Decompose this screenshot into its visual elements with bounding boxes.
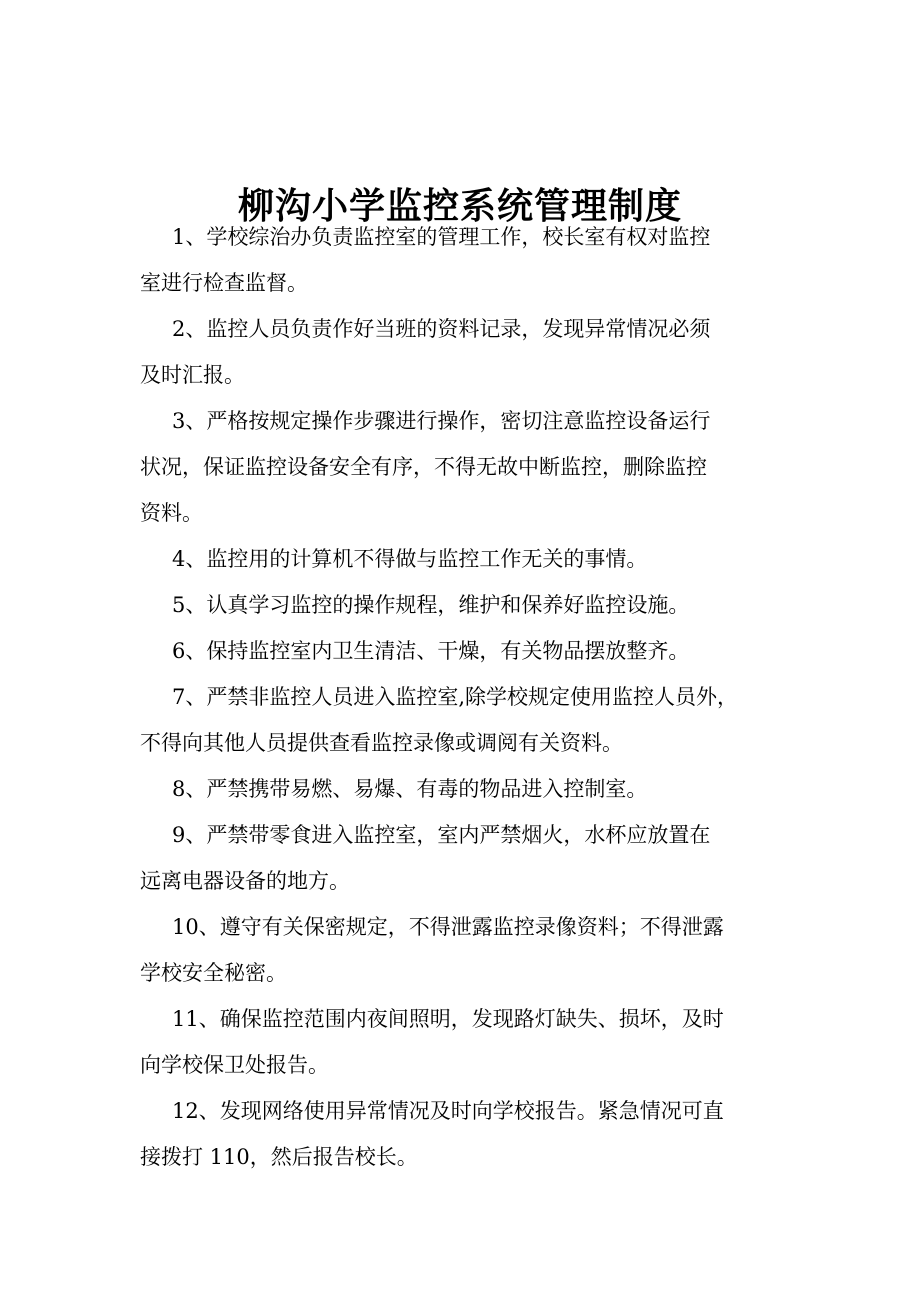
rule-line: 状况，保证监控设备安全有序，不得无故中断监控，删除监控 xyxy=(140,455,707,479)
rules-list xyxy=(140,214,800,1180)
rule-line: 及时汇报。 xyxy=(140,363,245,387)
rule-6 xyxy=(140,628,800,674)
rule-line: 12、发现网络使用异常情况及时向学校报告。紧急情况可直 xyxy=(172,1099,724,1123)
rule-5 xyxy=(140,582,800,628)
rule-11 xyxy=(140,996,800,1088)
rule-7 xyxy=(140,674,800,766)
rule-line: 远离电器设备的地方。 xyxy=(140,869,350,893)
rule-2 xyxy=(140,306,800,398)
rule-line: 接拨打 110，然后报告校长。 xyxy=(140,1145,418,1169)
rule-line: 10、遵守有关保密规定，不得泄露监控录像资料；不得泄露 xyxy=(172,915,724,939)
rule-12 xyxy=(140,1088,800,1180)
rule-line: 学校安全秘密。 xyxy=(140,961,287,985)
rule-line: 资料。 xyxy=(140,501,203,525)
rule-3 xyxy=(140,398,800,536)
rule-8 xyxy=(140,766,800,812)
rule-line: 4、监控用的计算机不得做与监控工作无关的事情。 xyxy=(172,547,648,571)
rule-line: 不得向其他人员提供查看监控录像或调阅有关资料。 xyxy=(140,731,623,755)
rule-line: 向学校保卫处报告。 xyxy=(140,1053,329,1077)
rule-4 xyxy=(140,536,800,582)
rule-line: 8、严禁携带易燃、易爆、有毒的物品进入控制室。 xyxy=(172,777,648,801)
rule-line: 9、严禁带零食进入监控室，室内严禁烟火，水杯应放置在 xyxy=(172,823,711,847)
rule-line: 6、保持监控室内卫生清洁、干燥，有关物品摆放整齐。 xyxy=(172,639,690,663)
rule-9 xyxy=(140,812,800,904)
rule-line: 1、学校综治办负责监控室的管理工作，校长室有权对监控 xyxy=(172,225,711,249)
rule-10 xyxy=(140,904,800,996)
rule-line: 2、监控人员负责作好当班的资料记录，发现异常情况必须 xyxy=(172,317,711,341)
rule-1 xyxy=(140,214,800,306)
document-title: 柳沟小学监控系统管理制度 xyxy=(237,185,682,228)
rule-line: 3、严格按规定操作步骤进行操作，密切注意监控设备运行 xyxy=(172,409,711,433)
rule-line: 5、认真学习监控的操作规程，维护和保养好监控设施。 xyxy=(172,593,690,617)
rule-line: 11、确保监控范围内夜间照明，发现路灯缺失、损坏，及时 xyxy=(172,1007,724,1031)
rule-line: 室进行检查监督。 xyxy=(140,271,308,295)
rule-line: 7、严禁非监控人员进入监控室,除学校规定使用监控人员外， xyxy=(172,685,739,709)
